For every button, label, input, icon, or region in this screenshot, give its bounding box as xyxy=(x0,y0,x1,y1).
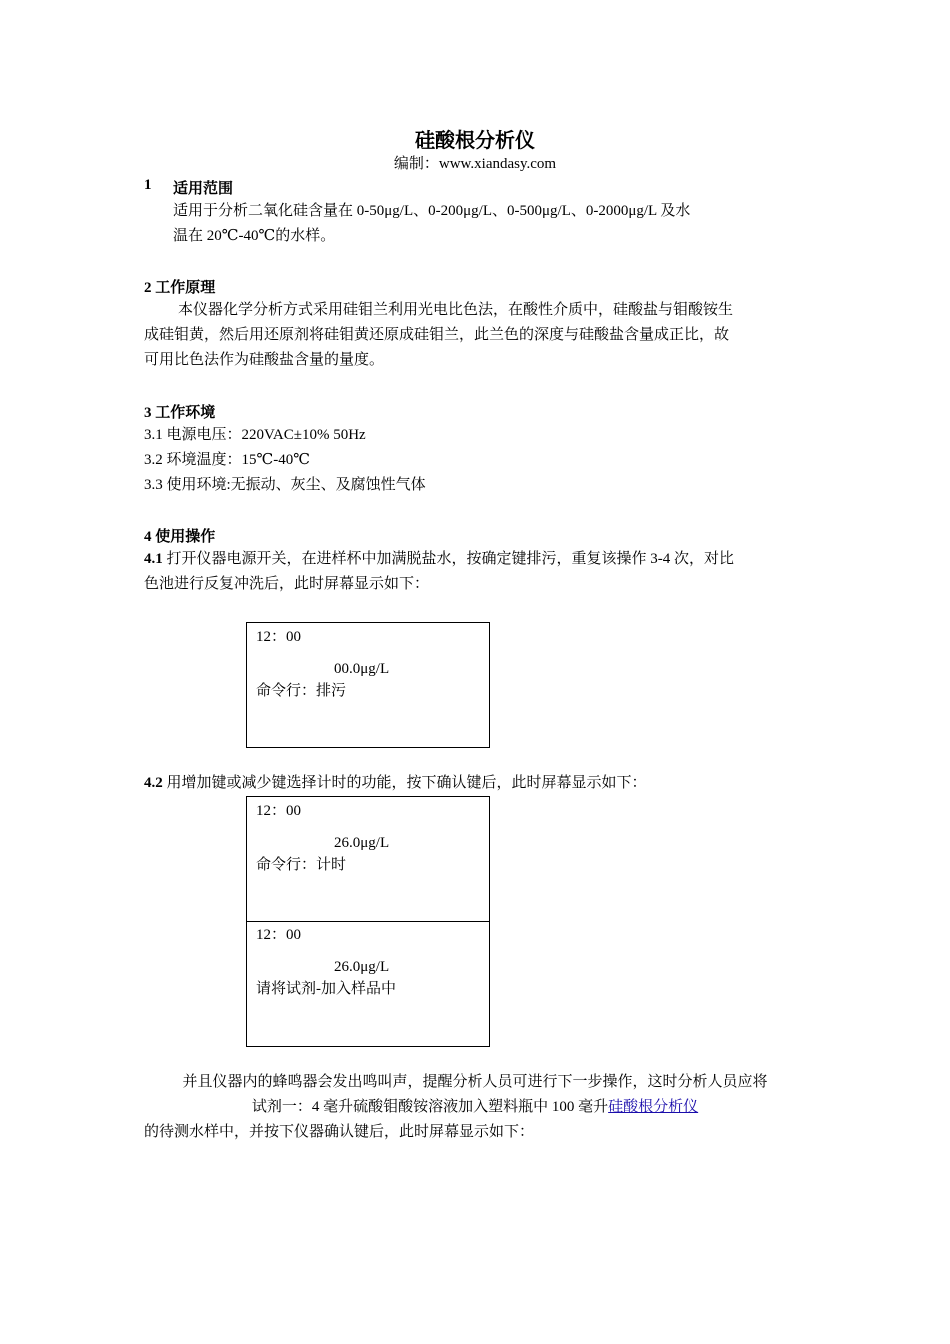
screen-1-command: 命令行：排污 xyxy=(256,683,347,699)
section-2-line-1: 本仪器化学分析方式采用硅钼兰利用光电比色法，在酸性介质中，硅酸盐与钼酸铵生 xyxy=(178,302,734,318)
screen-1-value: 00.0μg/L xyxy=(334,661,390,677)
section-4-1-line-1 xyxy=(144,547,734,572)
section-4-2-line xyxy=(144,771,647,796)
section-4-2-number: 4.2 xyxy=(144,775,163,791)
section-3-item-1: 3.1 电源电压：220VAC±10% 50Hz xyxy=(144,427,366,443)
section-4-1-line-2: 色池进行反复冲洗后，此时屏幕显示如下： xyxy=(144,576,430,592)
section-1-heading: 适用范围 xyxy=(173,181,234,197)
section-2-line-2: 成硅钼黄，然后用还原剂将硅钼黄还原成硅钼兰，此兰色的深度与硅酸盐含量成正比，故 xyxy=(144,327,730,343)
section-4-heading: 4 使用操作 xyxy=(144,529,216,545)
section-4-1-number: 4.1 xyxy=(144,551,163,567)
screen-2-command: 命令行：计时 xyxy=(256,857,347,873)
screen-1-time: 12：00 xyxy=(256,629,302,645)
screen-3-time: 12：00 xyxy=(256,927,302,943)
screen-3-value: 26.0μg/L xyxy=(334,959,390,975)
section-2-heading: 2 工作原理 xyxy=(144,280,216,296)
section-4-3-line-2 xyxy=(0,1095,950,1120)
section-3-item-3: 3.3 使用环境:无振动、灰尘、及腐蚀性气体 xyxy=(144,477,426,493)
section-2-line-3: 可用比色法作为硅酸盐含量的量度。 xyxy=(144,352,385,368)
screen-2-time: 12：00 xyxy=(256,803,302,819)
page-title: 硅酸根分析仪 xyxy=(415,130,535,152)
section-1-number: 1 xyxy=(144,177,152,193)
section-1-line-1: 适用于分析二氧化硅含量在 0-50μg/L、0-200μg/L、0-500μg/L、0-2000μg/L 及水 xyxy=(173,203,691,219)
page-subtitle: 编制：www.xiandasy.com xyxy=(393,156,557,172)
screen-display-2 xyxy=(246,796,490,922)
screen-2-value: 26.0μg/L xyxy=(334,835,390,851)
screen-display-3 xyxy=(246,921,490,1047)
section-3-heading: 3 工作环境 xyxy=(144,405,216,421)
screen-3-command: 请将试剂-加入样品中 xyxy=(256,981,396,997)
product-link[interactable]: 硅酸根分析仪 xyxy=(608,1099,699,1115)
section-4-3-line-3: 的待测水样中，并按下仪器确认键后，此时屏幕显示如下： xyxy=(144,1124,535,1140)
section-1-line-2: 温在 20℃-40℃的水样。 xyxy=(173,228,336,244)
section-4-2-text: 用增加键或减少键选择计时的功能，按下确认键后，此时屏幕显示如下： xyxy=(162,775,647,791)
section-3-item-2: 3.2 环境温度：15℃-40℃ xyxy=(144,452,311,468)
section-4-1-text: 打开仪器电源开关，在进样杯中加满脱盐水，按确定键排污，重复该操作 3-4 次，对比 xyxy=(162,551,734,567)
section-4-3-text: 试剂一：4 毫升硫酸钼酸铵溶液加入塑料瓶中 100 毫升 xyxy=(251,1099,609,1115)
screen-display-1 xyxy=(246,622,490,748)
section-4-3-line-1: 并且仪器内的蜂鸣器会发出鸣叫声，提醒分析人员可进行下一步操作，这时分析人员应将 xyxy=(182,1074,768,1090)
